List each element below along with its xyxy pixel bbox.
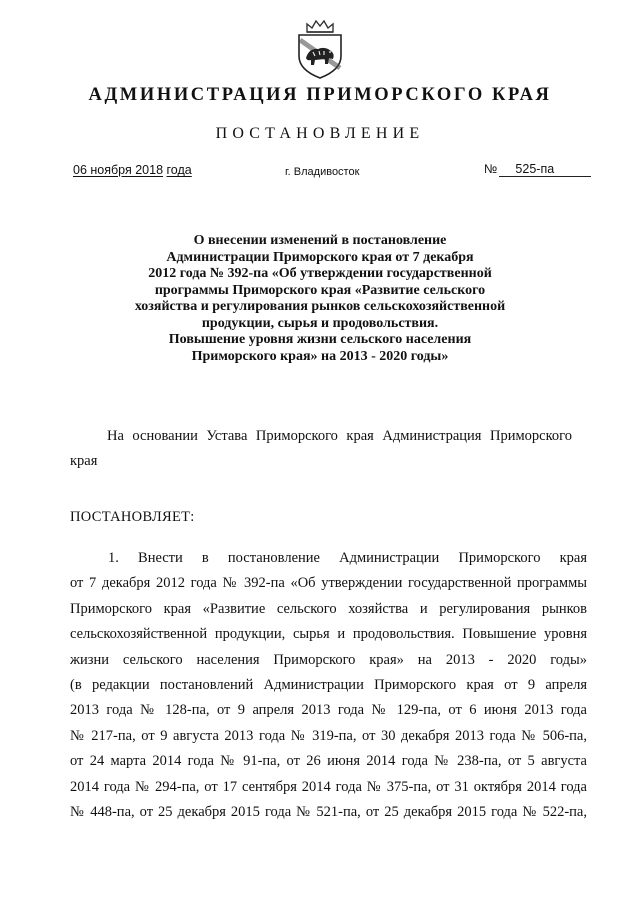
- number-sign: №: [484, 162, 498, 176]
- basis-line: На основании Устава Приморского края Администрация Приморского: [107, 428, 572, 444]
- subject-line: продукции, сырья и продовольствия.: [201, 315, 439, 331]
- paragraph-line: 2013 года № 128-па, от 9 апреля 2013 года № 129-па, от 6 июня 2013 года: [70, 702, 587, 719]
- paragraph-line: сельскохозяйственной продукции, сырья и продовольствия. Повышение уровня: [70, 626, 587, 643]
- basis-line: края: [70, 453, 98, 469]
- document-number: [484, 162, 591, 177]
- paragraph-line: жизни сельского населения Приморского края» на 2013 - 2020 годы»: [70, 651, 587, 668]
- paragraph-line: № 448-па, от 25 декабря 2015 года № 521-па, от 25 декабря 2015 года № 522-па,: [70, 804, 587, 821]
- subject-line: О внесении изменений в постановление: [193, 233, 447, 248]
- decree-word: ПОСТАНОВЛЯЕТ:: [70, 509, 195, 525]
- document-city: г. Владивосток: [285, 166, 360, 178]
- subject-line: 2012 года № 392-па «Об утверждении государственной: [148, 266, 492, 281]
- paragraph-line: 1. Внести в постановление Администрации Приморского края: [108, 550, 587, 566]
- paragraph-line: № 217-па, от 9 августа 2013 года № 319-па, от 30 декабря 2013 года № 506-па,: [70, 727, 587, 744]
- document-date-value: 06 ноября 2018: [73, 163, 164, 177]
- paragraph-line: (в редакции постановлений Администрации Приморского края от 9 апреля: [70, 677, 587, 694]
- organization-title: АДМИНИСТРАЦИЯ ПРИМОРСКОГО КРАЯ: [88, 85, 552, 105]
- subject-line: хозяйства и регулирования рынков сельскохозяйственной: [134, 299, 506, 314]
- subject-line: Администрации Приморского края от 7 декабря: [166, 249, 474, 265]
- paragraph-line: 2014 года № 294-па, от 17 сентября 2014 года № 375-па, от 31 октября 2014 года: [70, 778, 587, 795]
- document-type: ПОСТАНОВЛЕНИЕ: [215, 125, 425, 142]
- document-date-suffix: года: [166, 163, 192, 177]
- paragraph-line: от 7 декабря 2012 года № 392-па «Об утверждении государственной программы: [70, 575, 587, 592]
- basis-paragraph: [70, 424, 572, 474]
- paragraph-1: [70, 546, 587, 825]
- document-number-value: 525-па: [499, 162, 591, 177]
- document-date: [73, 163, 192, 177]
- paragraph-line: от 24 марта 2014 года № 91-па, от 26 июня 2014 года № 238-па, от 5 августа: [70, 753, 587, 770]
- paragraph-line: Приморского края «Развитие сельского хозяйства и регулирования рынков: [70, 600, 587, 617]
- subject-line: Повышение уровня жизни сельского населения: [168, 332, 472, 347]
- subject-line: Приморского края» на 2013 - 2020 годы»: [191, 348, 449, 364]
- subject-line: программы Приморского края «Развитие сельского: [154, 282, 486, 298]
- document-subject: [120, 233, 520, 365]
- primorsky-krai-coat-of-arms-icon: [291, 18, 349, 80]
